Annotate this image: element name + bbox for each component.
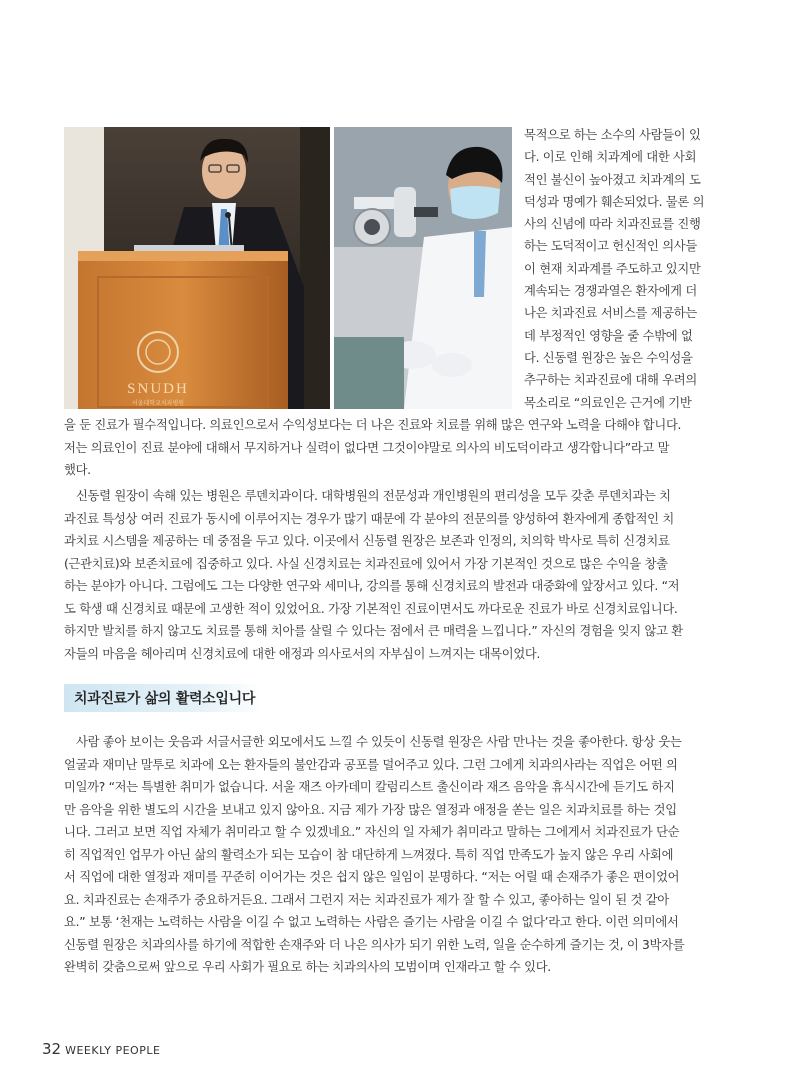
section-heading-text: 치과진료가 삶의 활력소입니다 <box>74 691 256 707</box>
side-line: 목소리로 “의료인은 근거에 기반 <box>524 395 692 410</box>
speaker-at-podium-photo <box>64 127 330 409</box>
continuation-paragraph <box>64 414 736 482</box>
side-line: 추구하는 치과진료에 대해 우려의 <box>524 373 697 388</box>
text-line: 신동렬 원장은 치과의사를 하기에 적합한 손재주와 더 나은 의사가 되기 위한 노력, 일을 순수하게 즐기는 것, 이 3박자를 <box>64 937 685 952</box>
text-line: 요. 치과진료는 손재주가 중요하거든요. 그래서 그런지 저는 치과진료가 제가 잘 할 수 있고, 좋아하는 일이 된 것 같아 <box>64 892 669 907</box>
text-line: 도 학생 때 신경치료 때문에 고생한 적이 있었어요. 가장 기본적인 진료이면서도 까다로운 진료가 바로 신경치료입니다. <box>64 601 678 616</box>
paragraph-vitality <box>64 731 736 979</box>
side-column-text <box>524 124 736 414</box>
side-line: 하는 도덕적이고 헌신적인 의사들 <box>524 239 697 254</box>
side-line: 목적으로 하는 소수의 사람들이 있 <box>524 128 701 142</box>
text-line: 미일까? “저는 특별한 취미가 없습니다. 서울 재즈 아카데미 칼럼리스트 출신이라 재즈 음악을 휴식시간에 듣기도 하지 <box>64 780 675 794</box>
text-line: 과진료 특성상 여러 진료가 동시에 이루어지는 경우가 많기 때문에 각 분야의 전문의를 양성하여 환자에게 종합적인 치 <box>64 511 674 526</box>
page-footer <box>42 1040 160 1058</box>
section-heading <box>64 684 262 712</box>
text-line: 완벽히 갖춤으로써 앞으로 우리 사회가 필요로 하는 치과의사의 모범이며 인재라고 할 수 있다. <box>64 960 551 974</box>
podium-subtext: 서울대학교치과병원 <box>131 400 185 407</box>
text-line: 니다. 그러고 보면 직업 자체가 취미라고 할 수 있겠네요.” 자신의 일 자체가 취미라고 말하는 그에게서 치과진료가 단순 <box>64 825 680 839</box>
side-line: 데 부정적인 영향을 줄 수밖에 없 <box>524 328 693 343</box>
dentist-microscope-photo <box>334 127 512 409</box>
page-number: 32 <box>42 1040 62 1058</box>
text-line: 자들의 마음을 헤아리며 신경치료에 대한 애정과 의사로서의 자부심이 느껴지는 대목이었다. <box>64 646 541 661</box>
text-line: 을 둔 진료가 필수적입니다. 의료인으로서 수익성보다는 더 나은 진료와 치료를 위해 많은 연구와 노력을 다해야 합니다. <box>64 418 682 432</box>
paragraph-luden-dental <box>64 485 736 665</box>
side-line: 사의 신념에 따라 치과진료를 진행 <box>524 217 701 232</box>
text-line: 과치료 시스템을 제공하는 데 중점을 두고 있다. 이곳에서 신동렬 원장은 보존과 인정의, 치의학 박사로 특히 신경치료 <box>64 534 670 548</box>
text-line: 하지만 발치를 하지 않고도 치료를 통해 치아를 살릴 수 있다는 점에서 큰 매력을 느낍니다.” 자신의 경험을 잊지 않고 환 <box>64 624 683 638</box>
side-line: 나은 치과진료 서비스를 제공하는 <box>524 306 697 321</box>
side-line: 적인 불신이 높아졌고 치과계의 도 <box>524 172 701 187</box>
text-line: 만 음악을 위한 별도의 시간을 보내고 있지 않아요. 지금 제가 가장 많은 열정과 애정을 쏟는 일은 치과치료를 하는 것입 <box>64 802 677 817</box>
magazine-name: WEEKLY PEOPLE <box>65 1044 161 1057</box>
text-line: 하는 분야가 아니다. 그럼에도 그는 다양한 연구와 세미나, 강의를 통해 신경치료의 발전과 대중화에 앞장서고 있다. “저 <box>64 579 680 593</box>
side-line: 다. 신동렬 원장은 높은 수익성을 <box>524 350 693 365</box>
text-line: 사람 좋아 보이는 웃음과 서글서글한 외모에서도 느낄 수 있듯이 신동렬 원장은 사람 만나는 것을 좋아한다. 항상 웃는 <box>64 735 682 749</box>
side-line: 이 현재 치과계를 주도하고 있지만 <box>524 261 701 276</box>
text-line: 했다. <box>64 463 91 477</box>
side-line: 계속되는 경쟁과열은 환자에게 더 <box>524 284 697 299</box>
side-line: 다. 이로 인해 치과계에 대한 사회 <box>524 150 697 165</box>
text-line: 히 직업적인 업무가 아닌 삶의 활력소가 되는 모습이 참 대단하게 느껴졌다. 특히 직업 만족도가 높지 않은 우리 사회에 <box>64 847 674 862</box>
text-line: 저는 의료인이 진료 분야에 대해서 무지하거나 실력이 없다면 그것이야말로 의사의 비도덕이라고 생각합니다”라고 말 <box>64 440 670 455</box>
side-line: 덕성과 명예가 훼손되었다. 물론 의 <box>524 194 705 209</box>
text-line: (근관치료)와 보존치료에 집중하고 있다. 사실 신경치료는 치과진료에 있어서 가장 기본적인 것으로 많은 수익을 창출 <box>64 556 668 571</box>
text-line: 신동렬 원장이 속해 있는 병원은 루덴치과이다. 대학병원의 전문성과 개인병원의 편리성을 모두 갖춘 루덴치과는 치 <box>64 489 671 503</box>
text-line: 서 직업에 대한 열정과 재미를 꾸준히 이어가는 것은 쉽지 않은 일임이 분명하다. “저는 어릴 때 손재주가 좋은 편이었어 <box>64 870 680 884</box>
text-line: 얼굴과 재미난 말투로 치과에 오는 환자들의 불안감과 공포를 덜어주고 있다. 그런 그에게 치과의사라는 직업은 어떤 의 <box>64 757 678 772</box>
text-line: 요.” 보통 ‘천재는 노력하는 사람을 이길 수 없고 노력하는 사람은 즐기는 사람을 이길 수 없다’라고 한다. 이런 의미에서 <box>64 915 679 929</box>
podium-logo-text: SNUDH <box>127 381 189 397</box>
